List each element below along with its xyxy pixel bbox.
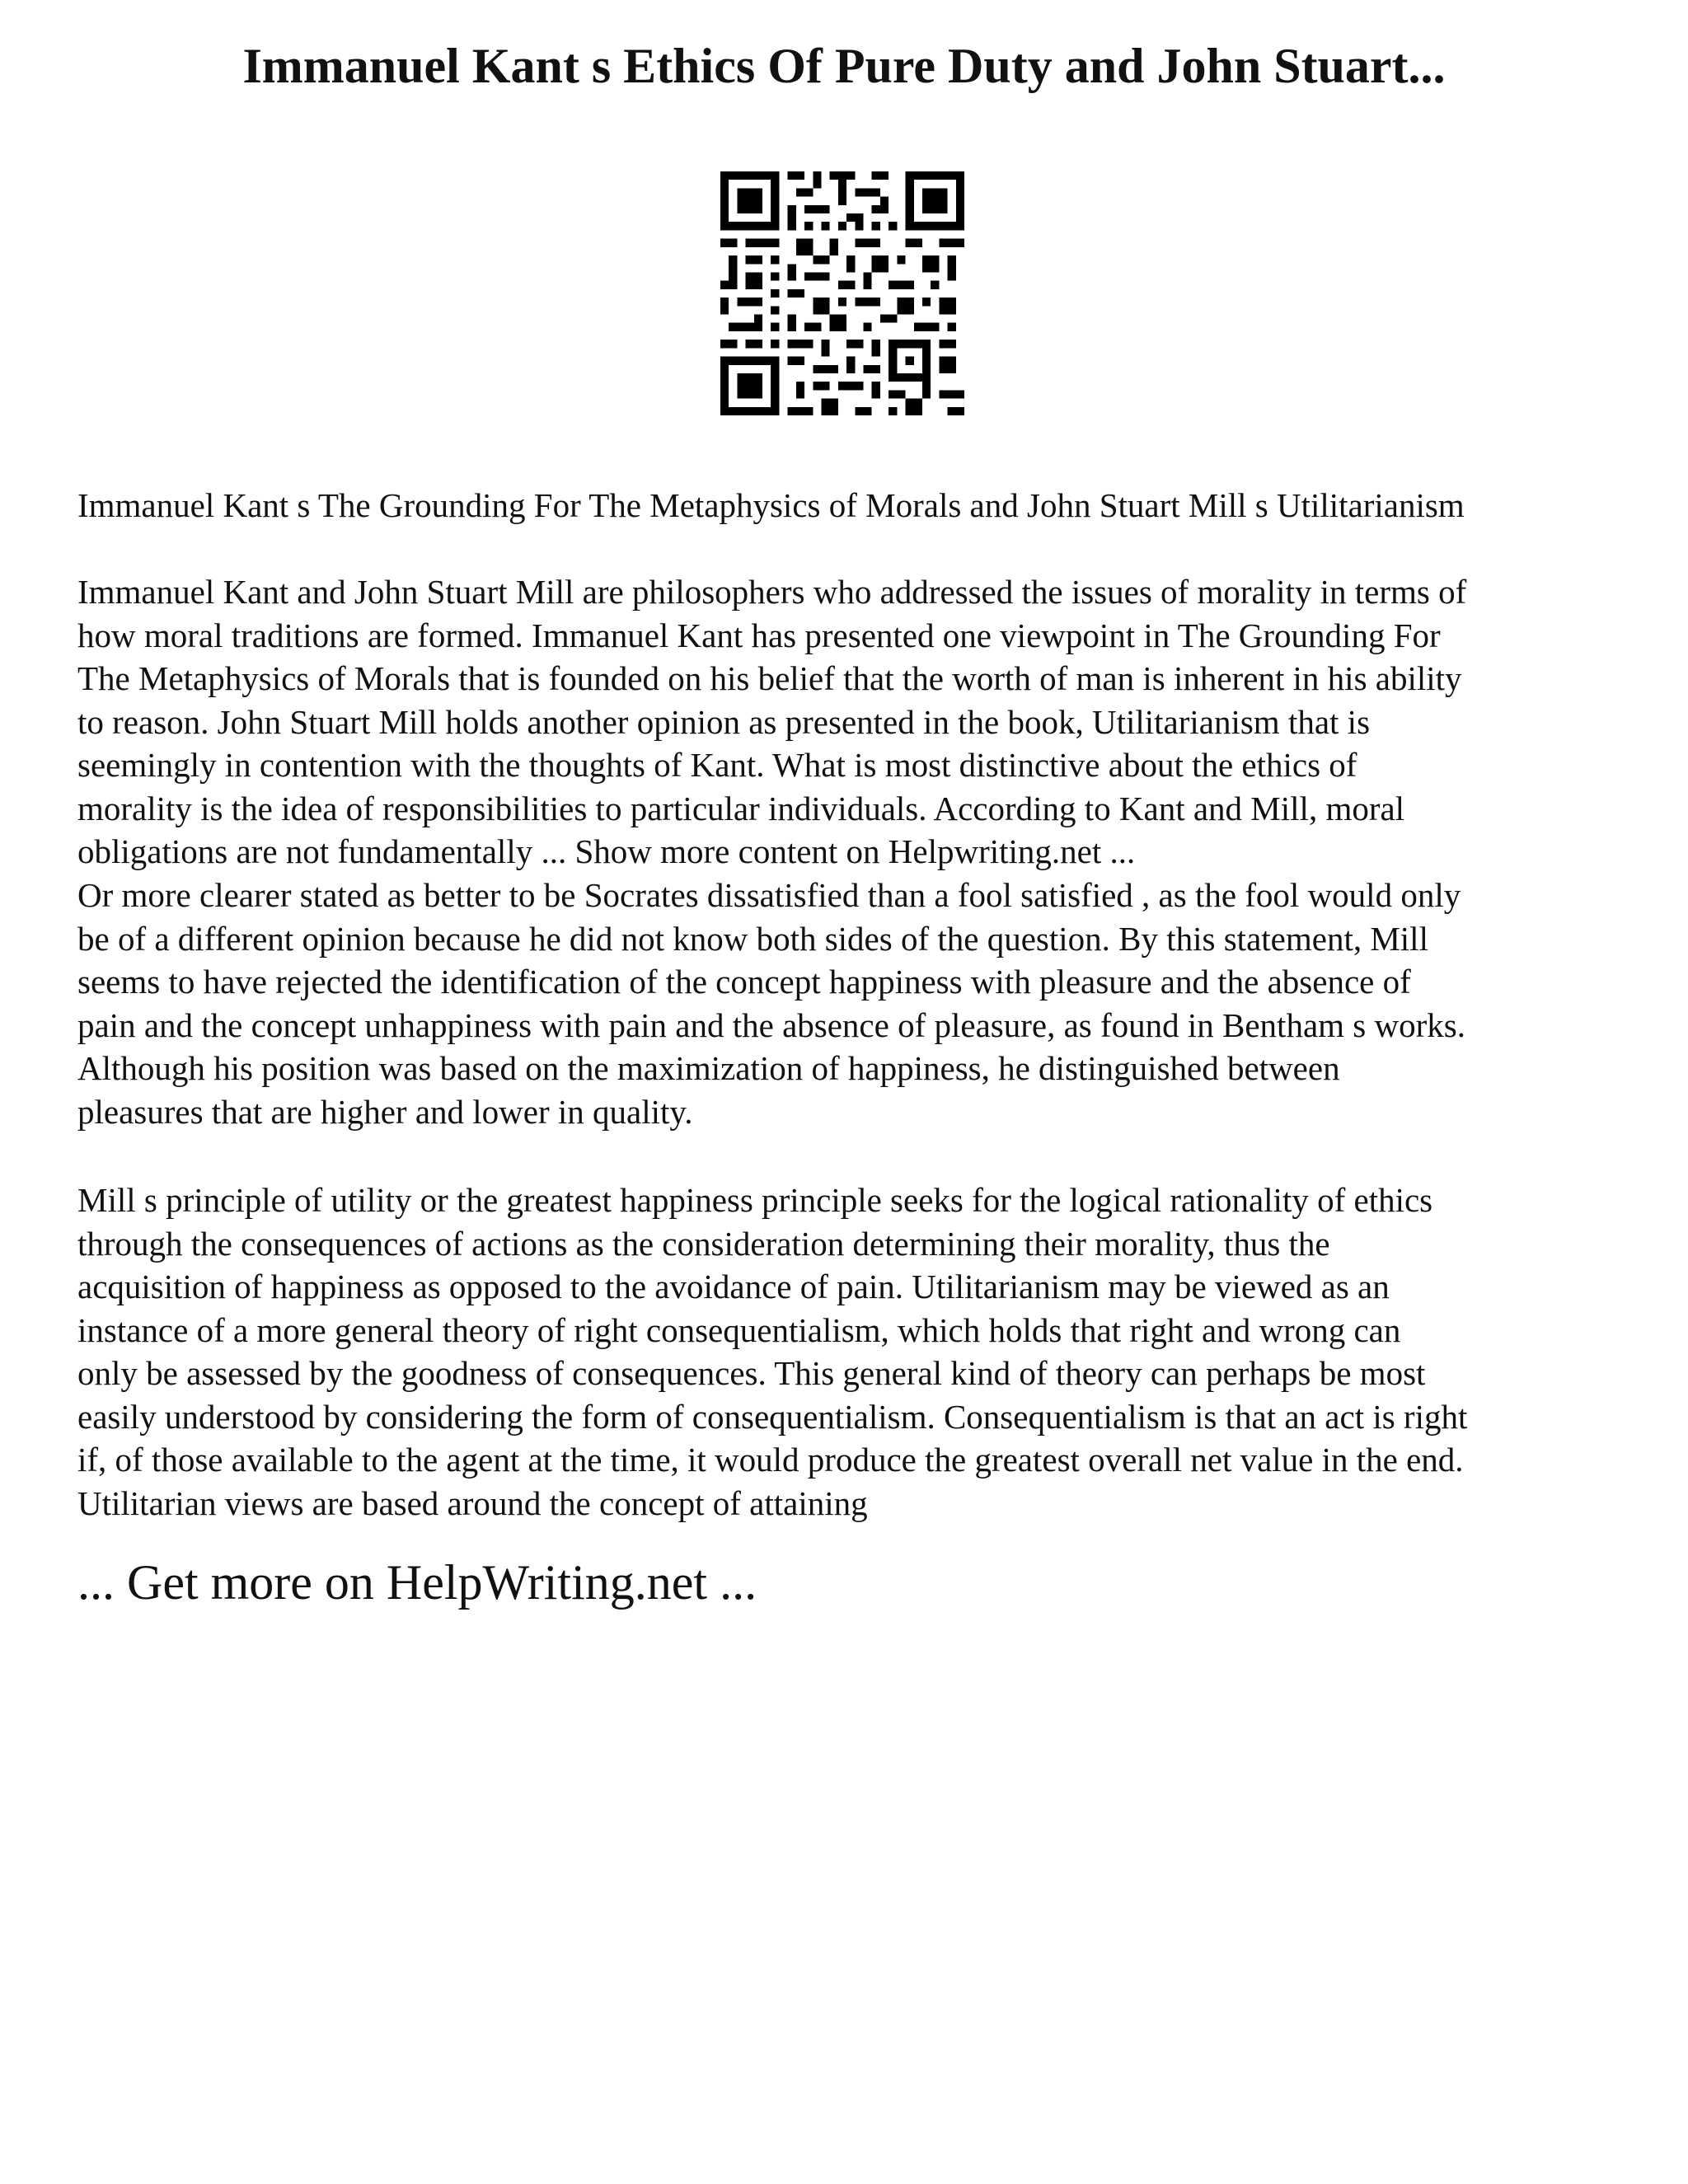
paragraph-3-line-7: if, of those available to the agent at the time, it would produce the greatest overall net value in the end. [77, 1441, 1464, 1479]
paragraph-2-line-3: seems to have rejected the identification of the concept happiness with pleasure and the absence of [77, 963, 1411, 1001]
paragraph-2-line-5: Although his position was based on the maximization of happiness, he distinguished between [77, 1049, 1340, 1087]
paragraph-1 [77, 570, 1643, 874]
paragraph-3-line-3: acquisition of happiness as opposed to the avoidance of pain. Utilitarianism may be viewed as an [77, 1268, 1390, 1305]
paragraph-1-line-3: The Metaphysics of Morals that is founded on his belief that the worth of man is inherent in his ability [77, 659, 1462, 697]
paragraph-3 [77, 1179, 1643, 1525]
paragraph-1-line-5: seemingly in contention with the thoughts of Kant. What is most distinctive about the ethics of [77, 746, 1357, 784]
document-subtitle: Immanuel Kant s The Grounding For The Metaphysics of Morals and John Stuart Mill s Utilitarianism [77, 486, 1465, 524]
paragraph-2-line-4: pain and the concept unhappiness with pain and the absence of pleasure, as found in Bentham s works. [77, 1005, 1465, 1044]
paragraph-3-line-1: Mill s principle of utility or the greatest happiness principle seeks for the logical rationality of ethics [77, 1181, 1433, 1219]
paragraph-1-line-2: how moral traditions are formed. Immanuel Kant has presented one viewpoint in The Grounding For [77, 616, 1441, 654]
paragraph-2-line-6: pleasures that are higher and lower in quality. [77, 1092, 693, 1131]
paragraph-3-line-2: through the consequences of actions as the consideration determining their morality, thus the [77, 1224, 1330, 1263]
paragraph-1-line-1: Immanuel Kant and John Stuart Mill are philosophers who addressed the issues of morality in terms of [77, 573, 1467, 611]
paragraph-1-line-7: obligations are not fundamentally ... Show more content on Helpwriting.net ... [77, 832, 1136, 870]
paragraph-3-line-8: Utilitarian views are based around the concept of attaining [77, 1483, 868, 1522]
paragraph-3-line-5: only be assessed by the goodness of consequences. This general kind of theory can perhaps be most [77, 1354, 1426, 1392]
paragraph-1-line-6: morality is the idea of responsibilities to particular individuals. According to Kant and Mill, moral [77, 789, 1405, 827]
paragraph-1-line-4: to reason. John Stuart Mill holds another opinion as presented in the book, Utilitarianism that is [77, 702, 1371, 741]
paragraph-3-line-4: instance of a more general theory of right consequentialism, which holds that right and wrong can [77, 1310, 1401, 1349]
paragraph-2-line-2: be of a different opinion because he did not know both sides of the question. By this statement, Mill [77, 919, 1428, 958]
paragraph-3-line-6: easily understood by considering the form of consequentialism. Consequentialism is that an act is right [77, 1397, 1468, 1436]
paragraph-2 [77, 874, 1643, 1133]
get-more-link[interactable]: ... Get more on HelpWriting.net ... [77, 1555, 757, 1610]
qr-code-icon [720, 171, 964, 415]
paragraph-2-line-1: Or more clearer stated as better to be Socrates dissatisfied than a fool satisfied , as the fool would only [77, 876, 1461, 914]
document-title: Immanuel Kant s Ethics Of Pure Duty and John Stuart... [242, 39, 1446, 93]
